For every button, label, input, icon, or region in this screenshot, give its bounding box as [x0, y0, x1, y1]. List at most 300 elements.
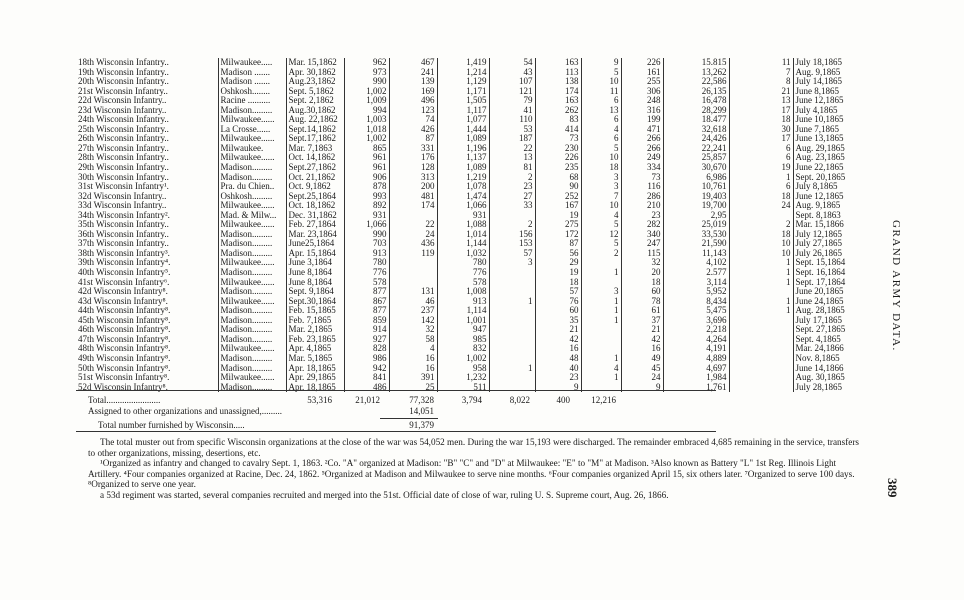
col-c-cell: 1,144 [437, 239, 489, 249]
col-d-cell: 41 [489, 106, 535, 116]
place-cell: Milwaukee...... [218, 134, 286, 144]
col-g-cell: 282 [621, 220, 663, 230]
closing-date-cell: June 12,1865 [793, 192, 859, 202]
regiment-cell: 39th Wisconsin Infantry⁴. [78, 258, 171, 268]
place-cell: Milwaukee...... [218, 201, 286, 211]
col-b-cell: 24 [389, 230, 437, 240]
date-cell: Apr. 30,1862 [286, 68, 344, 78]
col-i-cell [729, 335, 793, 345]
col-i-cell: 2 [729, 220, 793, 230]
place-cell: Racine .......... [218, 96, 286, 106]
closing-date-cell: July 26,1865 [793, 249, 859, 259]
date-cell: Oct. 21,1862 [286, 173, 344, 183]
summary-note: The total muster out from specific Wisconsin organizations at the close of the war was 54,052 men. During the war 15,193 were discharged. The remainder embraced 4,685 remaining in the service, transfers to other organizations, missing, desertions, etc. [88, 437, 859, 458]
table-row [76, 77, 859, 87]
col-c-cell: 1,077 [437, 115, 489, 125]
table-row [76, 297, 859, 307]
date-cell: Sept.25,1864 [286, 192, 344, 202]
place-cell: La Crosse...... [218, 125, 286, 135]
col-b-cell: 391 [389, 373, 437, 383]
col-i-cell: 18 [729, 192, 793, 202]
col-i-cell: 1 [729, 278, 793, 288]
col-d-cell: 2 [489, 220, 535, 230]
col-c-cell: 1,232 [437, 373, 489, 383]
date-cell: Apr. 4,1865 [286, 344, 344, 354]
col-d-cell [489, 211, 535, 221]
footnotes [88, 437, 868, 500]
table-row [76, 239, 859, 249]
regiment-cell: 51st Wisconsin Infantry⁸. [78, 373, 170, 383]
col-i-cell [729, 383, 793, 393]
date-cell: Feb. 7,1865 [286, 316, 344, 326]
col-g-cell: 21 [621, 325, 663, 335]
col-i-cell: 19 [729, 163, 793, 173]
table-row [76, 373, 859, 383]
table-row [76, 306, 859, 316]
table-row [76, 268, 859, 278]
col-a-cell: 867 [344, 297, 389, 307]
date-cell: Oct. 18,1862 [286, 201, 344, 211]
col-d-cell [489, 354, 535, 364]
col-f-cell: 3 [581, 173, 621, 183]
col-c-cell: 947 [437, 325, 489, 335]
col-c-cell: 832 [437, 344, 489, 354]
place-cell: Milwaukee...... [218, 258, 286, 268]
col-c-cell: 1,137 [437, 153, 489, 163]
col-i-cell: 11 [729, 58, 793, 68]
col-a-cell: 927 [344, 335, 389, 345]
col-b-cell [389, 211, 437, 221]
col-g-cell: 226 [621, 58, 663, 68]
col-e-cell: 414 [535, 125, 581, 135]
col-c-cell: 1,032 [437, 249, 489, 259]
place-cell: Madison ....... [218, 68, 286, 78]
table-row [76, 325, 859, 335]
col-i-cell [729, 364, 793, 374]
col-f-cell: 10 [581, 201, 621, 211]
col-c-cell: 578 [437, 278, 489, 288]
col-b-cell: 87 [389, 134, 437, 144]
col-f-cell: 4 [581, 364, 621, 374]
col-e-cell: 42 [535, 335, 581, 345]
col-h-cell: 1,761 [663, 383, 729, 393]
place-cell: Madison......... [218, 306, 286, 316]
col-c-cell: 913 [437, 297, 489, 307]
col-d-cell: 153 [489, 239, 535, 249]
closing-date-cell: Sept. 4,1865 [793, 335, 859, 345]
col-a-cell: 994 [344, 106, 389, 116]
date-cell: Sept.14,1862 [286, 125, 344, 135]
col-i-cell: 1 [729, 306, 793, 316]
col-h-cell: 2.577 [663, 268, 729, 278]
table-row [76, 220, 859, 230]
regiment-cell: 28th Wisconsin Infantry.. [78, 153, 169, 163]
col-e-cell: 73 [535, 134, 581, 144]
col-g-cell: 78 [621, 297, 663, 307]
col-i-cell: 24 [729, 201, 793, 211]
col-d-cell [489, 268, 535, 278]
col-c-cell: 1,078 [437, 182, 489, 192]
date-cell: Sept.27,1862 [286, 163, 344, 173]
col-h-cell: 8,434 [663, 297, 729, 307]
col-b-cell: 16 [389, 354, 437, 364]
regiment-cell: 29th Wisconsin Infantry.. [78, 163, 169, 173]
col-f-cell: 7 [581, 192, 621, 202]
table-row [76, 125, 859, 135]
col-a-cell: 986 [344, 354, 389, 364]
place-cell: Madison......... [218, 335, 286, 345]
col-b-cell [389, 268, 437, 278]
col-g-cell: 266 [621, 134, 663, 144]
col-c-cell: 1,171 [437, 87, 489, 97]
table-row [76, 182, 859, 192]
col-b-cell: 200 [389, 182, 437, 192]
table-row [76, 68, 859, 78]
col-f-cell: 1 [581, 316, 621, 326]
table-row [76, 87, 859, 97]
col-d-cell: 27 [489, 192, 535, 202]
table-row [76, 173, 859, 183]
col-h-cell: 16,478 [663, 96, 729, 106]
col-b-cell: 481 [389, 192, 437, 202]
col-e-cell: 262 [535, 106, 581, 116]
table-row [76, 287, 859, 297]
table-row [76, 354, 859, 364]
running-head: GRAND ARMY DATA. [890, 220, 902, 352]
col-g-cell: 334 [621, 163, 663, 173]
col-h-cell: 33,530 [663, 230, 729, 240]
col-i-cell: 17 [729, 134, 793, 144]
table-row [76, 230, 859, 240]
col-g-cell: 115 [621, 249, 663, 259]
col-h-cell: 15.815 [663, 58, 729, 68]
regiment-cell: 49th Wisconsin Infantry⁸. [78, 353, 171, 363]
col-d-cell: 43 [489, 68, 535, 78]
place-cell: Milwaukee...... [218, 278, 286, 288]
col-i-cell: 6 [729, 144, 793, 154]
col-d-cell: 79 [489, 96, 535, 106]
table-row [76, 96, 859, 106]
footnote-list: ¹Organized as infantry and changed to cavalry Sept. 1, 1863. ²Co. "A" organized at Madison: "B" "C" and "D" at Milwaukee: "E" to "M" at Madison. ³Also known as Battery "L" 1st Reg. Illinois Light Artillery. ⁴Four companies organized at Racine, Dec. 24, 1862. ⁵Organized at Madison and Milwaukee to serve nine months. ⁶Four companies organized April 15, six others later. ⁷Organized to serve 100 days. ⁸Organized to serve one year. [88, 458, 855, 489]
col-g-cell: 266 [621, 144, 663, 154]
col-i-cell [729, 325, 793, 335]
col-a-cell: 962 [344, 58, 389, 68]
table-row [76, 106, 859, 116]
col-f-cell: 1 [581, 268, 621, 278]
col-f-cell: 1 [581, 297, 621, 307]
col-a-cell: 578 [344, 278, 389, 288]
col-d-cell: 23 [489, 182, 535, 192]
table-row [76, 316, 859, 326]
regiment-cell: 52d Wisconsin Infantry⁸. [78, 382, 168, 392]
col-i-cell: 10 [729, 249, 793, 259]
col-i-cell: 8 [729, 77, 793, 87]
total-value: 8,022 [509, 395, 530, 405]
col-h-cell: 1,984 [663, 373, 729, 383]
closing-date-cell: Sept. 8,1863 [793, 211, 859, 221]
closing-date-cell: June 7,1865 [793, 125, 859, 135]
col-d-cell: 57 [489, 249, 535, 259]
place-cell: Madison......... [218, 325, 286, 335]
col-e-cell: 29 [535, 258, 581, 268]
col-f-cell: 6 [581, 115, 621, 125]
col-c-cell: 1,505 [437, 96, 489, 106]
col-c-cell: 931 [437, 211, 489, 221]
col-d-cell [489, 278, 535, 288]
col-h-cell: 5,952 [663, 287, 729, 297]
col-a-cell: 914 [344, 325, 389, 335]
col-i-cell: 21 [729, 87, 793, 97]
place-cell: Madison......... [218, 230, 286, 240]
col-i-cell: 30 [729, 125, 793, 135]
col-b-cell: 169 [389, 87, 437, 97]
col-d-cell: 3 [489, 258, 535, 268]
col-d-cell: 33 [489, 201, 535, 211]
col-f-cell: 12 [581, 230, 621, 240]
date-cell: Dec. 31,1862 [286, 211, 344, 221]
regiment-cell: 44th Wisconsin Infantry⁸. [78, 306, 171, 316]
place-cell: Madison ....... [218, 77, 286, 87]
closing-date-cell: June 24,1865 [793, 297, 859, 307]
regiment-cell: 40th Wisconsin Infantry⁵. [78, 268, 171, 278]
col-g-cell: 37 [621, 316, 663, 326]
col-f-cell: 13 [581, 106, 621, 116]
col-e-cell: 275 [535, 220, 581, 230]
col-b-cell: 16 [389, 364, 437, 374]
col-f-cell: 3 [581, 182, 621, 192]
col-b-cell: 74 [389, 115, 437, 125]
col-a-cell: 990 [344, 230, 389, 240]
col-f-cell: 11 [581, 87, 621, 97]
col-g-cell: 18 [621, 278, 663, 288]
col-i-cell: 1 [729, 258, 793, 268]
col-h-cell: 25,019 [663, 220, 729, 230]
col-f-cell: 6 [581, 134, 621, 144]
table-row [76, 211, 859, 221]
col-h-cell: 5,475 [663, 306, 729, 316]
regiment-cell: 38th Wisconsin Infantry³. [78, 248, 170, 258]
col-e-cell: 16 [535, 344, 581, 354]
closing-date-cell: June 14,1866 [793, 364, 859, 374]
bottom-rule [76, 431, 716, 432]
total-value: 3,794 [461, 395, 482, 405]
col-c-cell: 1,117 [437, 106, 489, 116]
closing-date-cell: Mar. 24,1866 [793, 344, 859, 354]
col-f-cell: 4 [581, 211, 621, 221]
closing-date-cell: Sept. 20,1865 [793, 173, 859, 183]
date-cell: June25,1864 [286, 239, 344, 249]
closing-date-cell: July 17,1865 [793, 316, 859, 326]
col-f-cell [581, 325, 621, 335]
col-a-cell: 906 [344, 173, 389, 183]
col-e-cell: 68 [535, 173, 581, 183]
col-e-cell: 90 [535, 182, 581, 192]
regiment-cell: 23d Wisconsin Infantry.. [78, 105, 167, 115]
col-a-cell: 931 [344, 211, 389, 221]
col-a-cell: 1,018 [344, 125, 389, 135]
col-e-cell: 163 [535, 58, 581, 68]
table-row [76, 163, 859, 173]
col-f-cell: 10 [581, 153, 621, 163]
col-g-cell: 116 [621, 182, 663, 192]
place-cell: Madison......... [218, 239, 286, 249]
col-g-cell: 306 [621, 87, 663, 97]
col-a-cell: 1,009 [344, 96, 389, 106]
table-row [76, 249, 859, 259]
col-d-cell: 107 [489, 77, 535, 87]
closing-date-cell: July 8,1865 [793, 182, 859, 192]
col-a-cell: 1,002 [344, 134, 389, 144]
closing-date-cell: Aug. 9,1865 [793, 201, 859, 211]
col-c-cell: 776 [437, 268, 489, 278]
date-cell: Feb. 15,1865 [286, 306, 344, 316]
regiment-cell: 48th Wisconsin Infantry⁸. [78, 344, 171, 354]
col-a-cell: 486 [344, 383, 389, 393]
col-a-cell: 961 [344, 163, 389, 173]
col-d-cell: 54 [489, 58, 535, 68]
closing-date-cell: Aug. 30,1865 [793, 373, 859, 383]
col-e-cell: 230 [535, 144, 581, 154]
col-e-cell: 18 [535, 278, 581, 288]
furnished-label: Total number furnished by Wisconsin..... [98, 420, 245, 430]
date-cell: Sept. 9,1864 [286, 287, 344, 297]
col-d-cell [489, 306, 535, 316]
table-row [76, 278, 859, 288]
col-i-cell: 18 [729, 115, 793, 125]
date-cell: Sept.30,1864 [286, 297, 344, 307]
col-i-cell [729, 373, 793, 383]
regiment-cell: 25th Wisconsin Infantry.. [78, 124, 169, 134]
col-d-cell: 53 [489, 125, 535, 135]
col-h-cell: 18.477 [663, 115, 729, 125]
col-e-cell: 235 [535, 163, 581, 173]
table-row [76, 58, 859, 68]
date-cell: Aug.23,1862 [286, 77, 344, 87]
date-cell: Oct. 14,1862 [286, 153, 344, 163]
total-value: 400 [556, 395, 570, 405]
closing-date-cell: July 28,1865 [793, 383, 859, 393]
col-h-cell: 25,857 [663, 153, 729, 163]
col-d-cell: 110 [489, 115, 535, 125]
col-g-cell: 20 [621, 268, 663, 278]
col-b-cell: 241 [389, 68, 437, 78]
col-c-cell: 1,002 [437, 354, 489, 364]
closing-note: a 53d regiment was started, several companies recruited and merged into the 51st. Official date of close of war, ruling U. S. Supreme court, Aug. 26, 1866. [100, 489, 669, 500]
place-cell: Milwaukee...... [218, 344, 286, 354]
col-g-cell: 32 [621, 258, 663, 268]
col-i-cell: 6 [729, 182, 793, 192]
regiment-cell: 36th Wisconsin Infantry.. [78, 229, 169, 239]
col-g-cell: 249 [621, 153, 663, 163]
col-h-cell: 21,590 [663, 239, 729, 249]
col-d-cell: 2 [489, 173, 535, 183]
col-h-cell: 4,191 [663, 344, 729, 354]
col-f-cell: 2 [581, 249, 621, 259]
col-g-cell: 24 [621, 373, 663, 383]
regiment-cell: 30th Wisconsin Infantry.. [78, 172, 169, 182]
col-e-cell: 113 [535, 68, 581, 78]
col-f-cell: 1 [581, 354, 621, 364]
closing-date-cell: Aug. 9,1865 [793, 68, 859, 78]
col-f-cell: 18 [581, 163, 621, 173]
table-row [76, 201, 859, 211]
col-a-cell: 877 [344, 306, 389, 316]
col-h-cell: 26,135 [663, 87, 729, 97]
col-g-cell: 23 [621, 211, 663, 221]
regiment-cell: 33d Wisconsin Infantry.. [78, 201, 167, 211]
col-a-cell: 859 [344, 316, 389, 326]
date-cell: Mar. 23,1864 [286, 230, 344, 240]
col-g-cell: 73 [621, 173, 663, 183]
col-a-cell: 776 [344, 268, 389, 278]
regiment-cell: 26th Wisconsin Infantry.. [78, 134, 169, 144]
col-b-cell: 467 [389, 58, 437, 68]
regiment-cell: 27th Wisconsin Infantry.. [78, 143, 169, 153]
col-g-cell: 286 [621, 192, 663, 202]
place-cell: Madison......... [218, 316, 286, 326]
col-f-cell: 6 [581, 96, 621, 106]
col-d-cell [489, 344, 535, 354]
place-cell: Madison......... [218, 173, 286, 183]
place-cell: Milwaukee...... [218, 153, 286, 163]
closing-date-cell: Aug. 23,1865 [793, 153, 859, 163]
place-cell: Madison......... [218, 383, 286, 393]
closing-date-cell: Nov. 8,1865 [793, 354, 859, 364]
col-b-cell [389, 258, 437, 268]
col-d-cell [489, 325, 535, 335]
date-cell: Mar. 2,1865 [286, 325, 344, 335]
assigned-label: Assigned to other organizations and unassigned,......... [88, 406, 283, 416]
col-g-cell: 16 [621, 344, 663, 354]
total-value: 12,216 [591, 395, 616, 405]
closing-date-cell: Sept. 27,1865 [793, 325, 859, 335]
regiment-cell: 19th Wisconsin Infantry.. [78, 67, 169, 77]
col-a-cell: 841 [344, 373, 389, 383]
closing-date-cell: Aug. 29,1865 [793, 144, 859, 154]
regiment-cell: 45th Wisconsin Infantry⁸. [78, 315, 171, 325]
col-c-cell: 1,014 [437, 230, 489, 240]
closing-date-cell: July 12,1865 [793, 230, 859, 240]
regiment-cell: 35th Wisconsin Infantry.. [78, 220, 169, 230]
col-f-cell [581, 258, 621, 268]
place-cell: Oshkosh......... [218, 192, 286, 202]
col-c-cell: 1,129 [437, 77, 489, 87]
date-cell: Sept. 2,1862 [286, 96, 344, 106]
col-g-cell: 42 [621, 335, 663, 345]
col-c-cell: 1,219 [437, 173, 489, 183]
closing-date-cell: Sept. 15,1864 [793, 258, 859, 268]
place-cell: Madison......... [218, 268, 286, 278]
date-cell: Feb. 23,1865 [286, 335, 344, 345]
col-i-cell: 17 [729, 106, 793, 116]
col-a-cell: 942 [344, 364, 389, 374]
col-c-cell: 1,088 [437, 220, 489, 230]
col-c-cell: 1,089 [437, 163, 489, 173]
date-cell: June 8,1864 [286, 268, 344, 278]
col-b-cell: 25 [389, 383, 437, 393]
col-i-cell: 13 [729, 96, 793, 106]
closing-date-cell: Mar. 15,1866 [793, 220, 859, 230]
date-cell: Apr. 18,1865 [286, 383, 344, 393]
col-f-cell: 1 [581, 373, 621, 383]
col-a-cell: 990 [344, 77, 389, 87]
col-g-cell: 9 [621, 383, 663, 393]
col-h-cell: 4,889 [663, 354, 729, 364]
closing-date-cell: Sept. 16,1864 [793, 268, 859, 278]
col-e-cell: 35 [535, 316, 581, 326]
col-c-cell: 1,008 [437, 287, 489, 297]
col-c-cell: 958 [437, 364, 489, 374]
